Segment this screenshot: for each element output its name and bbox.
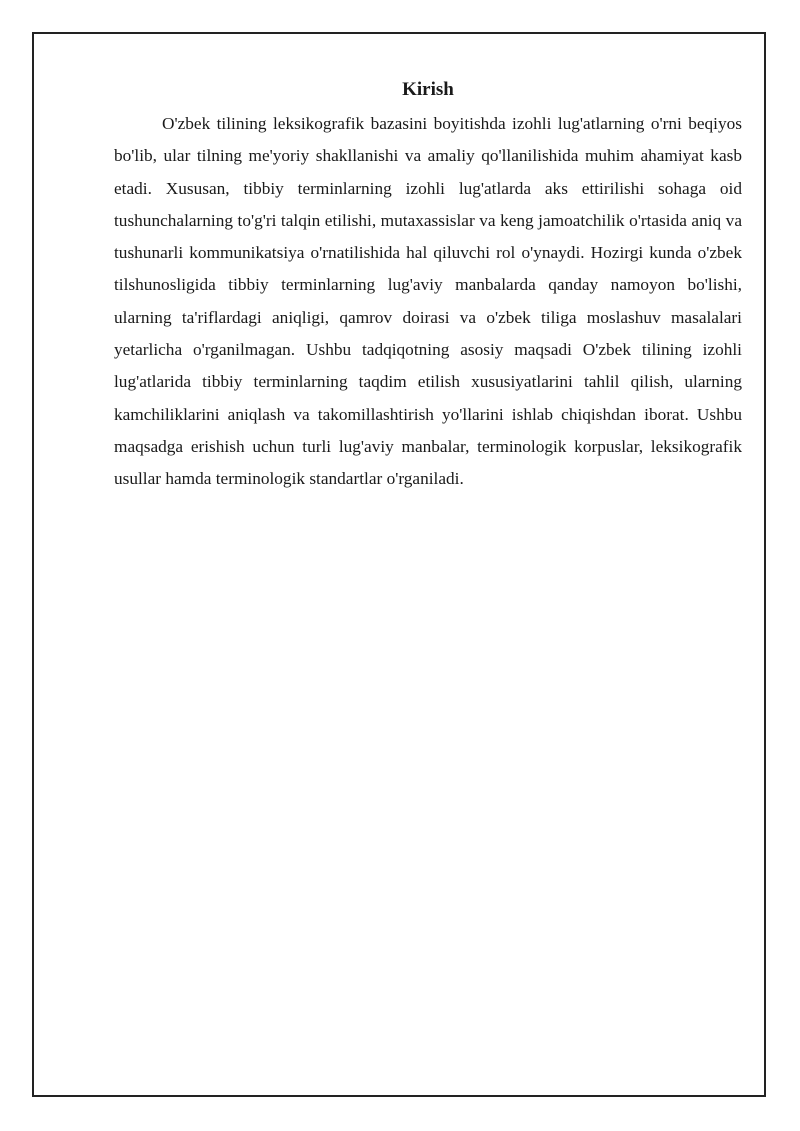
page-border [32,32,766,1097]
body-paragraph: O'zbek tilining leksikografik bazasini boyitishda izohli lug'atlarning o'rni beqiyos bo'lib, ular tilning me'yoriy shakllanishi va amaliy qo'llanilishida muhim ahamiyat kasb etadi. Xususan, tibbiy terminlarning izohli lug'atlarda aks ettirilishi sohaga oid tushunchalarning to'g'ri talqin etilishi, mutaxassislar va keng jamoatchilik o'rtasida aniq va tushunarli kommunikatsiya o'rnatilishida hal qiluvchi rol o'ynaydi. Hozirgi kunda o'zbek tilshunosligida tibbiy terminlarning lug'aviy manbalarda qanday namoyon bo'lishi, ularning ta'riflardagi aniqligi, qamrov doirasi va o'zbek tiliga moslashuv masalalari yetarlicha o'rganilmagan. Ushbu tadqiqotning asosiy maqsadi O'zbek tilining izohli lug'atlarida tibbiy terminlarning taqdim etilish xususiyatlarini tahlil qilish, ularning kamchiliklarini aniqlash va takomillashtirish yo'llarini ishlab chiqishdan iborat. Ushbu maqsadga erishish uchun turli lug'aviy manbalar, terminologik korpuslar, leksikografik usullar hamda terminologik standartlar o'rganiladi. [114,114,742,489]
page-content [114,74,742,496]
section-title: Kirish [402,79,454,100]
